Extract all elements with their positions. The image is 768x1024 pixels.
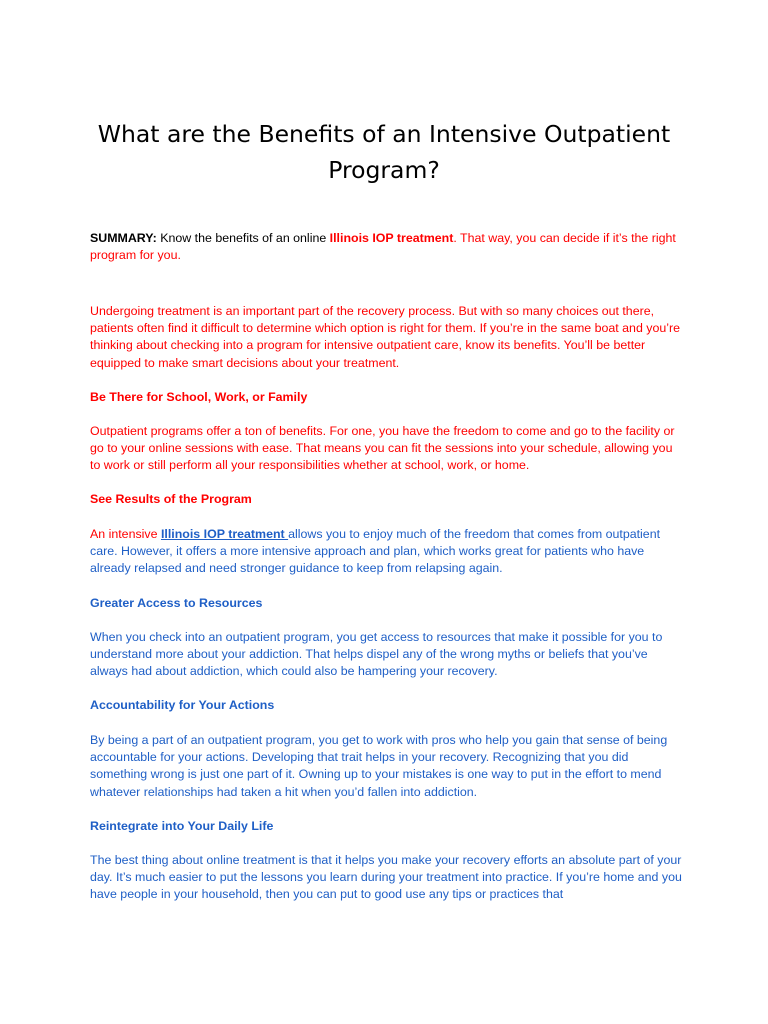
- section-body-see-results: [90, 526, 682, 578]
- see-results-text-after: allows you to enjoy much of the freedom that comes from outpatient care. However, it offers a more intensive approach and plan, which works great for patients who have already relapsed and need stronger guidance to keep from relapsing again.: [90, 527, 661, 576]
- iop-treatment-link[interactable]: Illinois IOP treatment: [160, 527, 289, 541]
- section-heading-reintegrate: Reintegrate into Your Daily Life: [90, 819, 274, 833]
- section-heading-access-resources: Greater Access to Resources: [90, 596, 263, 610]
- summary-paragraph: [90, 230, 682, 264]
- section-heading-see-results: See Results of the Program: [90, 492, 252, 506]
- section-body-access-resources: When you check into an outpatient program, you get access to resources that make it possible for you to understand more about your addiction. That helps dispel any of the wrong myths or beliefs that you’ve always had about addiction, which could also be hampering your recovery.: [90, 630, 663, 679]
- section-heading-accountability: Accountability for Your Actions: [90, 698, 275, 712]
- see-results-text-before: An intensive: [90, 527, 161, 541]
- summary-label: SUMMARY:: [90, 231, 157, 245]
- section-body-accountability: By being a part of an outpatient program, you get to work with pros who help you gain that sense of being accountable for your actions. Developing that trait helps in your recovery. Recognizing that you did something wrong is just one part of it. Owning up to your mistakes is one way to put in the effort to mend whatever relationships had taken a hit when you’d fallen into addiction.: [90, 733, 668, 799]
- document-title: What are the Benefits of an Intensive Outpatient Program?: [97, 120, 671, 184]
- summary-text-before: Know the benefits of an online: [156, 231, 330, 245]
- summary-link[interactable]: Illinois IOP treatment: [329, 231, 454, 245]
- section-heading-school-work-family: Be There for School, Work, or Family: [90, 390, 308, 404]
- intro-paragraph: Undergoing treatment is an important part of the recovery process. But with so many choices out there, patients often find it difficult to determine which option is right for them. If you’re in the same boat and you’re thinking about checking into a program for intensive outpatient care, know its benefits. You’ll be better equipped to make smart decisions about your treatment.: [90, 304, 681, 370]
- section-body-school-work-family: Outpatient programs offer a ton of benefits. For one, you have the freedom to come and go to the facility or go to your online sessions with ease. That means you can fit the sessions into your schedule, allowing you to work or still perform all your responsibilities whether at school, work, or home.: [90, 424, 675, 473]
- section-body-reintegrate: The best thing about online treatment is that it helps you make your recovery efforts an absolute part of your day. It’s much easier to put the lessons you learn during your treatment into practice. If you’re home and you have people in your household, then you can put to good use any tips or practices that: [90, 853, 682, 902]
- summary-text-after: . That way, you can decide if it’s the right program for you.: [90, 231, 676, 263]
